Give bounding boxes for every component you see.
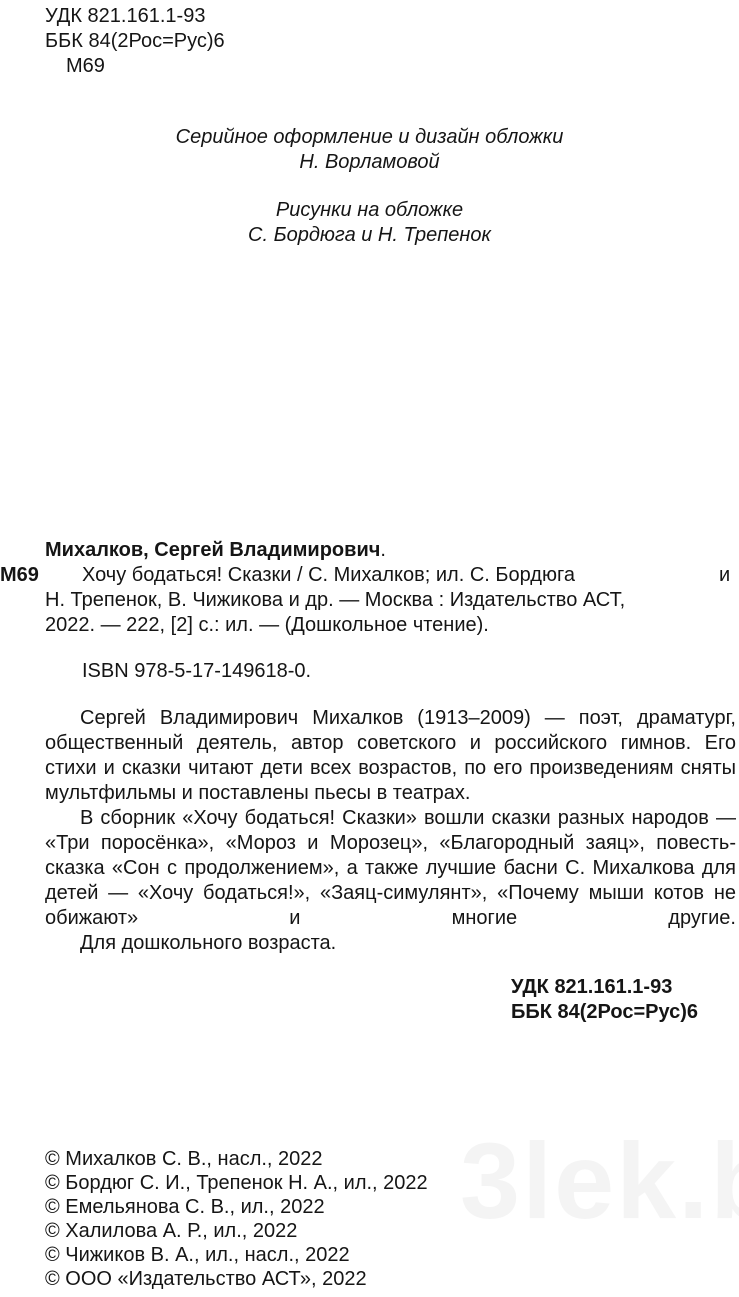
record-author <box>45 538 386 563</box>
record-title-line2: Н. Трепенок, В. Чижикова и др. — Москва : Издательство АСТ, <box>45 589 626 611</box>
design-credit-line1: Серийное оформление и дизайн обложки <box>175 126 564 148</box>
copyright-line: © Михалков С. В., насл., 2022 <box>45 1148 323 1170</box>
record-author-dot: . <box>380 539 386 561</box>
record-author-name: Михалков, Сергей Владимирович <box>45 539 381 561</box>
copyright-line: © Халилова А. Р., ил., 2022 <box>45 1220 298 1242</box>
record-title-line1: Хочу бодаться! Сказки / С. Михалков; ил. С. Бордюга <box>82 564 575 586</box>
bbk-footer: ББК 84(2Рос=Рус)6 <box>511 1001 699 1023</box>
copyright-line: © Чижиков В. А., ил., насл., 2022 <box>45 1244 350 1266</box>
copyright-line: © ООО «Издательство АСТ», 2022 <box>45 1268 367 1290</box>
udk-footer: УДК 821.161.1-93 <box>511 976 673 998</box>
watermark <box>460 1118 739 1243</box>
annotation <box>45 706 736 956</box>
cover-credit-line2: С. Бордюга и Н. Трепенок <box>248 224 491 246</box>
record-code: М69 <box>0 564 39 586</box>
author-mark-header: М69 <box>66 55 105 77</box>
record-title-line1-end: и <box>719 564 731 586</box>
copyright-line: © Бордюг С. И., Трепенок Н. А., ил., 2022 <box>45 1172 428 1194</box>
isbn: ISBN 978-5-17-149618-0. <box>82 660 312 682</box>
annotation-paragraph-1: Сергей Владимирович Михалков (1913–2009) — поэт, драматург, общественный деятель, автор советского и российского гимнов. Его стихи и сказки читают дети всех возрастов, по его произведениям сняты мультфильмы и поставлены пьесы в театрах. <box>45 707 736 804</box>
record-title-line3: 2022. — 222, [2] с.: ил. — (Дошкольное чтение). <box>45 614 489 636</box>
bbk-header: ББК 84(2Рос=Рус)6 <box>45 30 225 52</box>
copyright-line: © Емельянова С. В., ил., 2022 <box>45 1196 325 1218</box>
cover-credit-line1: Рисунки на обложке <box>275 199 464 221</box>
annotation-paragraph-2: В сборник «Хочу бодаться! Сказки» вошли сказки разных народов — «Три поросёнка», «Мороз и Морозец», «Благородный заяц», повесть-сказка «Сон с продолжением», а также лучшие басни С. Михалкова для детей — «Хочу бодаться!», «Заяц-симулянт», «Почему мыши котов не обижают» и многие другие. <box>45 807 736 929</box>
design-credit-line2: Н. Ворламовой <box>299 151 440 173</box>
udk-header: УДК 821.161.1-93 <box>45 5 206 27</box>
annotation-paragraph-3: Для дошкольного возраста. <box>80 932 337 954</box>
